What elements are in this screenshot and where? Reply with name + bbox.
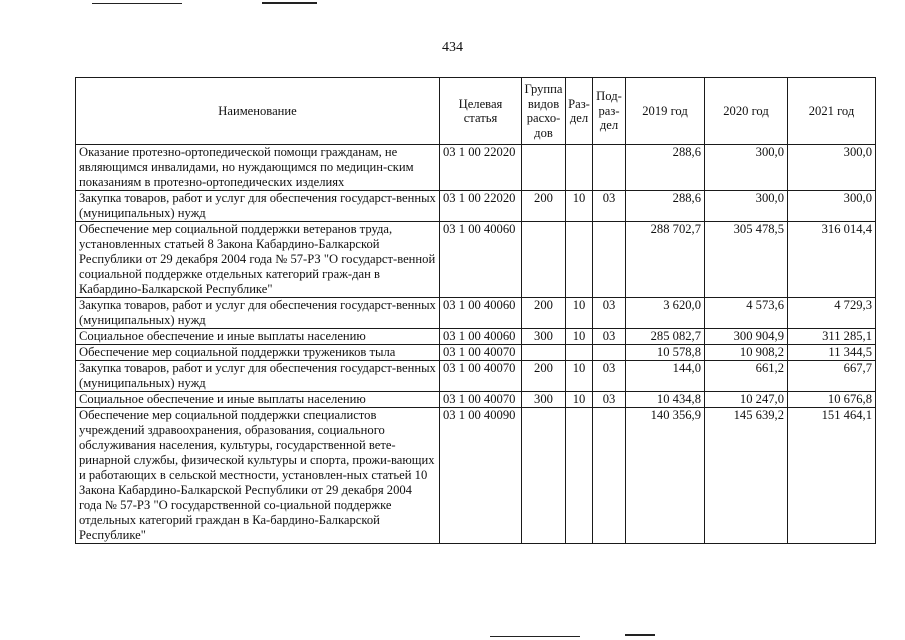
row-2019: 10 578,8 [626,345,705,361]
row-name: Оказание протезно-ортопедической помощи гражданам, не являющимся инвалидами, но нуждающимся по медицин-ским показаниям в протезно-ортопедических изделиях [76,145,440,191]
row-subsection: 03 [593,298,626,329]
row-group: 200 [522,191,566,222]
row-2021: 311 285,1 [788,329,876,345]
row-target: 03 1 00 40070 [440,361,522,392]
row-subsection [593,145,626,191]
row-2020: 300,0 [705,191,788,222]
row-section [566,408,593,544]
row-2021: 10 676,8 [788,392,876,408]
row-subsection [593,408,626,544]
table-row [76,361,876,392]
row-2019: 144,0 [626,361,705,392]
row-2020: 145 639,2 [705,408,788,544]
row-section: 10 [566,392,593,408]
row-2021: 151 464,1 [788,408,876,544]
row-group: 200 [522,298,566,329]
row-group [522,222,566,298]
row-2020: 10 247,0 [705,392,788,408]
row-2019: 288 702,7 [626,222,705,298]
row-section [566,145,593,191]
row-2021: 667,7 [788,361,876,392]
scan-artifact [262,2,317,4]
header-subsection: Под-раз-дел [593,78,626,145]
row-group [522,408,566,544]
row-name: Закупка товаров, работ и услуг для обеспечения государст-венных (муниципальных) нужд [76,191,440,222]
row-target: 03 1 00 40090 [440,408,522,544]
header-name: Наименование [76,78,440,145]
row-section [566,345,593,361]
header-2021: 2021 год [788,78,876,145]
table-row [76,392,876,408]
row-2021: 316 014,4 [788,222,876,298]
table-row [76,329,876,345]
row-2019: 285 082,7 [626,329,705,345]
scan-artifact [92,3,182,4]
row-group: 200 [522,361,566,392]
row-2019: 288,6 [626,191,705,222]
row-target: 03 1 00 40070 [440,345,522,361]
row-group [522,345,566,361]
table-row [76,191,876,222]
row-target: 03 1 00 22020 [440,145,522,191]
header-2019: 2019 год [626,78,705,145]
row-name: Социальное обеспечение и иные выплаты населению [76,329,440,345]
row-subsection [593,345,626,361]
row-section: 10 [566,361,593,392]
table-body [76,145,876,544]
page-number: 434 [442,40,463,55]
row-target: 03 1 00 40060 [440,329,522,345]
row-target: 03 1 00 40070 [440,392,522,408]
row-name: Закупка товаров, работ и услуг для обеспечения государст-венных (муниципальных) нужд [76,298,440,329]
row-2021: 11 344,5 [788,345,876,361]
table-row [76,408,876,544]
row-2019: 288,6 [626,145,705,191]
row-2020: 300,0 [705,145,788,191]
row-group: 300 [522,329,566,345]
scan-artifact [490,636,580,637]
row-2021: 4 729,3 [788,298,876,329]
header-2020: 2020 год [705,78,788,145]
row-target: 03 1 00 40060 [440,298,522,329]
row-2020: 300 904,9 [705,329,788,345]
row-subsection: 03 [593,329,626,345]
row-2020: 661,2 [705,361,788,392]
row-name: Обеспечение мер социальной поддержки специалистов учреждений здравоохранения, образования, социального обслуживания населения, культуры, государственной вете-ринарной службы, физической культуры и спорта, прожи-вающих и работающих в сельской местности, установлен-ных статьей 10 Закона Кабардино-Балкарской Республики от 29 декабря 2004 года № 57-РЗ "О государственной со-циальной поддержке отдельных категорий граждан в Ка-бардино-Балкарской Республике" [76,408,440,544]
row-2021: 300,0 [788,145,876,191]
row-2019: 3 620,0 [626,298,705,329]
row-name: Социальное обеспечение и иные выплаты населению [76,392,440,408]
row-section: 10 [566,191,593,222]
table-row [76,298,876,329]
row-2020: 4 573,6 [705,298,788,329]
row-2019: 10 434,8 [626,392,705,408]
row-target: 03 1 00 22020 [440,191,522,222]
table-row [76,145,876,191]
table-row [76,345,876,361]
row-subsection: 03 [593,392,626,408]
row-name: Закупка товаров, работ и услуг для обеспечения государст-венных (муниципальных) нужд [76,361,440,392]
header-section: Раз-дел [566,78,593,145]
row-subsection [593,222,626,298]
row-target: 03 1 00 40060 [440,222,522,298]
header-group: Группа видов расхо-дов [522,78,566,145]
header-row [76,78,876,145]
row-section: 10 [566,298,593,329]
table-row [76,222,876,298]
row-name: Обеспечение мер социальной поддержки ветеранов труда, установленных статьей 8 Закона Кабардино-Балкарской Республики от 29 декабря 2004 года № 57-РЗ "О государст-венной социальной поддержке отдельных категорий граж-дан в Кабардино-Балкарской Республике" [76,222,440,298]
row-section [566,222,593,298]
header-target: Целевая статья [440,78,522,145]
budget-table [75,77,876,544]
row-section: 10 [566,329,593,345]
row-subsection: 03 [593,361,626,392]
scan-artifact [625,634,655,636]
row-name: Обеспечение мер социальной поддержки тружеников тыла [76,345,440,361]
row-group: 300 [522,392,566,408]
row-2019: 140 356,9 [626,408,705,544]
row-2021: 300,0 [788,191,876,222]
row-2020: 305 478,5 [705,222,788,298]
row-2020: 10 908,2 [705,345,788,361]
row-group [522,145,566,191]
row-subsection: 03 [593,191,626,222]
